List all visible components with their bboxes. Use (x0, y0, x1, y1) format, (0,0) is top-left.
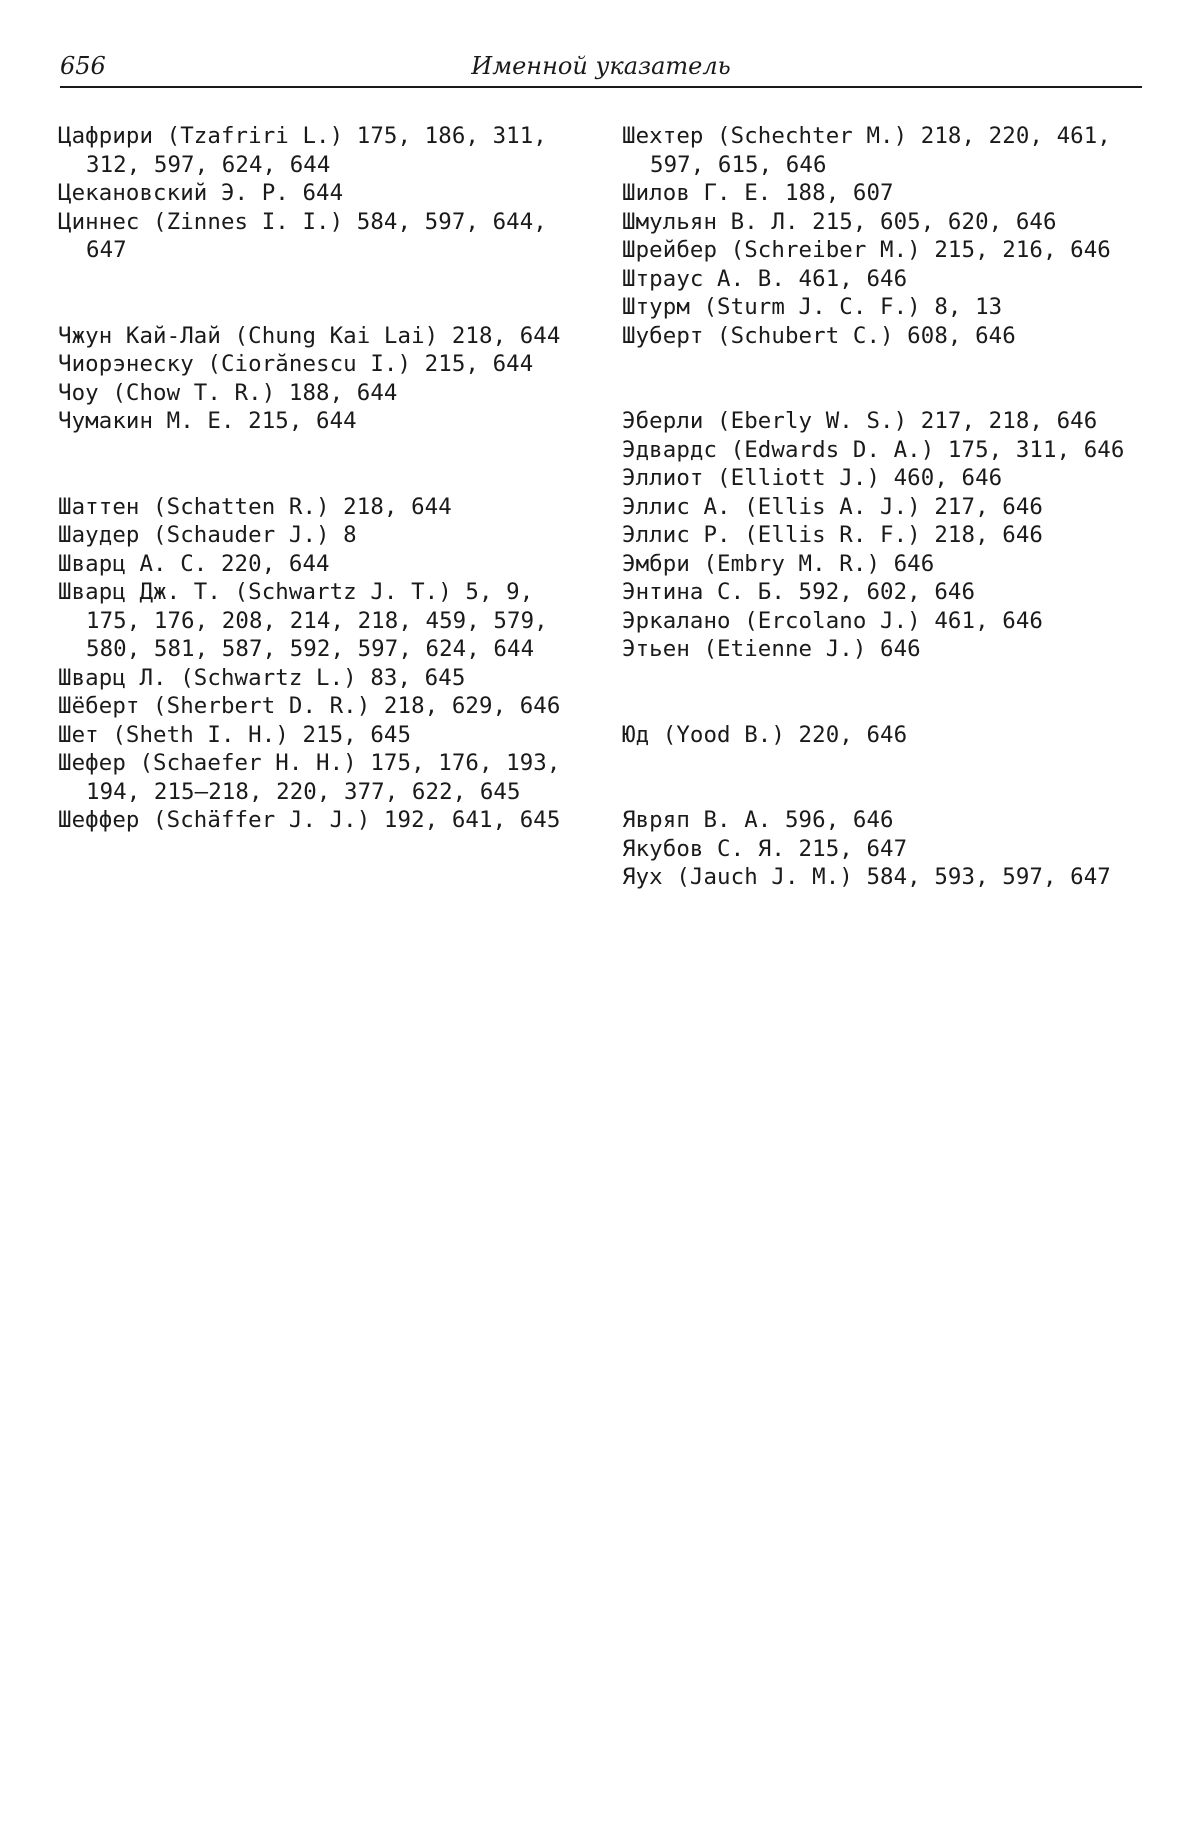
index-entry: Шмульян В. Л. 215, 605, 620, 646 (622, 208, 1057, 235)
index-entry: Шварц Л. (Schwartz L.) 83, 645 (58, 664, 466, 691)
index-column-right (622, 122, 1144, 892)
index-entry: Шет (Sheth I. H.) 215, 645 (58, 721, 412, 748)
index-entry: Шеффер (Schäffer J. J.) 192, 641, 645 (58, 807, 561, 833)
index-group-e (622, 407, 1144, 664)
index-entry: Шёберт (Sherbert D. R.) 218, 629, 646 (58, 693, 561, 719)
index-entry: Чжун Кай-Лай (Chung Kai Lai) 218, 644 (58, 322, 561, 349)
index-entry: Циннес (Zinnes I. I.) 584, 597, 644, 647 (58, 208, 547, 263)
index-entry: Этьен (Etienne J.) 646 (622, 636, 921, 662)
index-entry: Чоу (Chow T. R.) 188, 644 (58, 379, 398, 406)
index-entry: Шуберт (Schubert C.) 608, 646 (622, 322, 1016, 349)
index-entry: Шилов Г. Е. 188, 607 (622, 180, 894, 206)
index-entry: Юд (Yood B.) 220, 646 (622, 721, 908, 748)
index-entry: Штраус А. В. 461, 646 (622, 265, 908, 292)
page-number: 656 (60, 52, 106, 80)
index-entry: Шрейбер (Schreiber M.) 215, 216, 646 (622, 237, 1111, 263)
index-entry: Эдвардс (Edwards D. A.) 175, 311, 646 (622, 436, 1125, 463)
index-entry: Энтина С. Б. 592, 602, 646 (622, 579, 976, 605)
group-spacer (58, 436, 578, 493)
index-entry: Цафрири (Tzafriri L.) 175, 186, 311, 312, 597, 624, 644 (58, 123, 547, 178)
group-spacer (622, 350, 1144, 407)
index-group-sh-cont (622, 122, 1144, 350)
index-entry: Эллиот (Elliott J.) 460, 646 (622, 465, 1003, 491)
index-column-left (58, 122, 578, 835)
index-entry: Чиорэнеску (Ciorănescu I.) 215, 644 (58, 351, 534, 377)
index-entry: Эркалано (Ercolano J.) 461, 646 (622, 607, 1043, 634)
index-group-ya (622, 806, 1144, 892)
index-entry: Чумакин М. Е. 215, 644 (58, 408, 357, 434)
index-entry: Эллис А. (Ellis A. J.) 217, 646 (622, 493, 1043, 520)
index-group-ch (58, 322, 578, 436)
index-entry: Эллис Р. (Ellis R. F.) 218, 646 (622, 522, 1043, 548)
index-entry: Шефер (Schaefer H. H.) 175, 176, 193, 194, 215—218, 220, 377, 622, 645 (58, 750, 561, 805)
page-header (60, 48, 1142, 84)
index-entry: Явряп В. А. 596, 646 (622, 807, 894, 833)
index-group-ts (58, 122, 578, 265)
index-group-sh (58, 493, 578, 835)
index-entry: Шварц Дж. Т. (Schwartz J. T.) 5, 9, 175, 176, 208, 214, 218, 459, 579, 580, 581, 587, 592, 597, 624, 644 (58, 579, 548, 662)
index-entry: Эберли (Eberly W. S.) 217, 218, 646 (622, 408, 1098, 434)
group-spacer (622, 664, 1144, 721)
index-entry: Яух (Jauch J. M.) 584, 593, 597, 647 (622, 864, 1111, 890)
running-title: Именной указатель (471, 52, 731, 80)
index-entry: Эмбри (Embry M. R.) 646 (622, 550, 935, 577)
header-rule (60, 86, 1142, 88)
index-entry: Штурм (Sturm J. C. F.) 8, 13 (622, 294, 1003, 320)
index-entry: Шварц А. С. 220, 644 (58, 550, 330, 577)
index-entry: Шаудер (Schauder J.) 8 (58, 522, 357, 548)
index-group-yu (622, 721, 1144, 750)
group-spacer (58, 265, 578, 322)
index-entry: Цекановский Э. Р. 644 (58, 180, 344, 206)
index-entry: Шаттен (Schatten R.) 218, 644 (58, 493, 452, 520)
index-entry: Шехтер (Schechter M.) 218, 220, 461, 597, 615, 646 (622, 123, 1111, 178)
group-spacer (622, 749, 1144, 806)
index-entry: Якубов С. Я. 215, 647 (622, 835, 908, 862)
